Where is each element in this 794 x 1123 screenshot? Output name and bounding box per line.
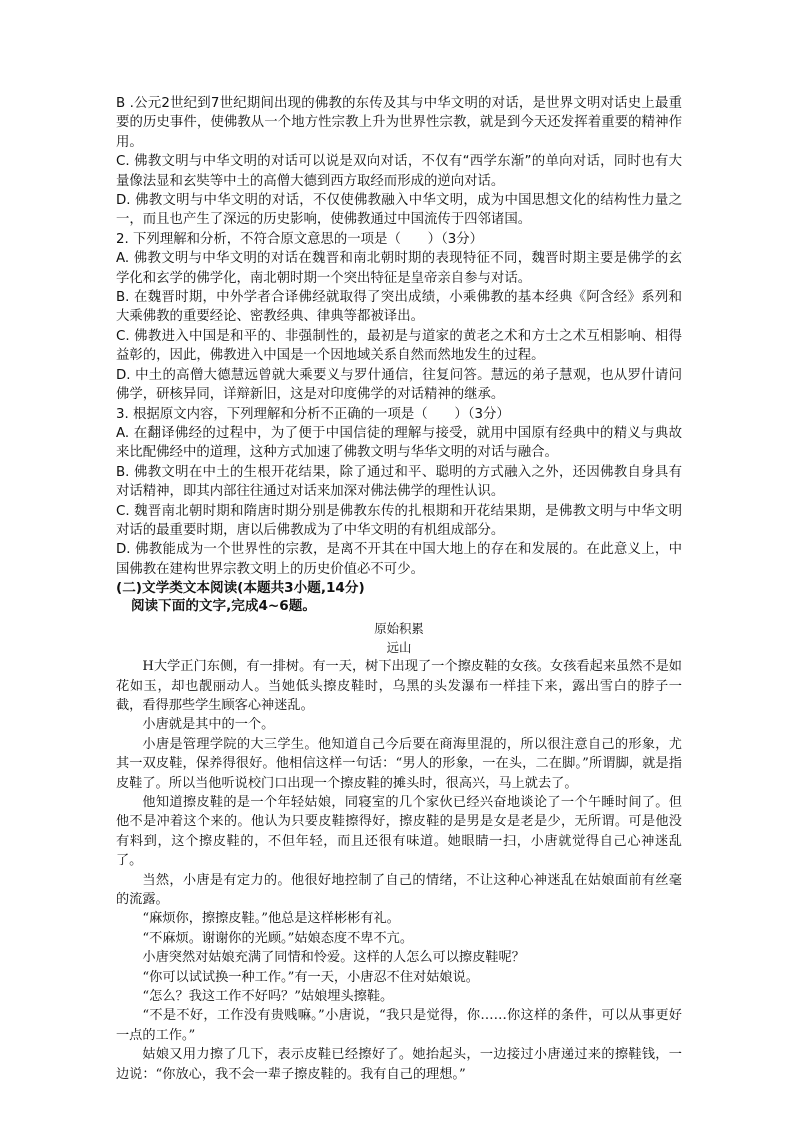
question-3-stem: 3. 根据原文内容，下列理解和分析不正确的一项是（ ）（3分）: [116, 406, 510, 422]
option-d-q2: D. 中土的高僧大德慧远曾就大乘要义与罗什通信，往复问答。慧远的弟子慧观，也从罗什请问佛学，研核异同，详辩新旧，这是对印度佛学的对话精神的继承。: [116, 367, 682, 403]
story-paragraph: “麻烦你，擦擦皮鞋。”他总是这样彬彬有礼。: [142, 911, 400, 927]
section-2-instruction: 阅读下面的文字,完成4~6题。: [130, 598, 316, 615]
section-2-heading: (二)文学类文本阅读(本题共3小题,14分): [116, 580, 365, 597]
story-paragraph: 姑娘又用力擦了几下，表示皮鞋已经擦好了。她抬起头，一边接过小唐递过来的擦鞋钱，一边说：“你放心，我不会一辈子擦皮鞋的。我有自己的理想。”: [116, 1047, 682, 1082]
option-c-q3: C. 魏晋南北朝时期和隋唐时期分别是佛教东传的扎根期和开花结果期，是佛教文明与中华文明对话的最重要时期，唐以后佛教成为了中华文明的有机组成部分。: [116, 503, 682, 538]
story-body: [116, 657, 682, 1084]
option-d-q1: D. 佛教文明与中华文明的对话，不仅使佛教融入中华文明，成为中国思想文化的结构性力量之一，而且也产生了深远的历史影响，使佛教通过中国流传于四邻诸国。: [116, 193, 682, 228]
option-b-q3: B. 佛教文明在中土的生根开花结果，除了通过和平、聪明的方式融入之外，还因佛教自身具有对话精神，即其内部往往通过对话来加深对佛法佛学的理性认识。: [116, 464, 682, 500]
story-paragraph: 小唐突然对姑娘充满了同情和怜爱。这样的人怎么可以擦皮鞋呢？: [142, 950, 525, 966]
story-paragraph: 当然，小唐是有定力的。他很好地控制了自己的情绪，不让这种心神迷乱在姑娘面前有丝毫的流露。: [116, 872, 682, 908]
story-paragraph: “不麻烦。谢谢你的光顾。”姑娘态度不卑不亢。: [142, 930, 414, 946]
option-b-q1: B .公元2世纪到7世纪期间出现的佛教的东传及其与中华文明的对话，是世界文明对话史上最重要的历史事件，使佛教从一个地方性宗教上升为世界性宗教，就是到今天还发挥着重要的精神作用。: [116, 96, 682, 150]
story-paragraph: “你可以试试换一种工作。”有一天，小唐忍不住对姑娘说。: [142, 969, 479, 985]
story-paragraph: 小唐是管理学院的大三学生。他知道自己今后要在商海里混的，所以很注意自己的形象，尤其一双皮鞋，保养得很好。他相信这样一句话：“男人的形象，一在头，二在脚。”所谓脚，就是指皮鞋了。所以当他听说校门口出现一个擦皮鞋的摊头时，很高兴，马上就去了。: [116, 736, 682, 791]
question-2-stem: 2. 下列理解和分析，不符合原文意思的一项是（ ）（3分）: [116, 231, 484, 247]
option-d-q3: D. 佛教能成为一个世界性的宗教，是离不开其在中国大地上的存在和发展的。在此意义上，中国佛教在建构世界宗教文明上的历史价值必不可少。: [116, 542, 682, 577]
reading-questions-part1: [116, 94, 682, 579]
story-paragraph: 他知道擦皮鞋的是一个年轻姑娘，同寝室的几个家伙已经兴奋地谈论了一个午睡时间了。但他不是冲着这个来的。他认为只要皮鞋擦得好，擦皮鞋的是男是女是老是少，无所谓。可是他没有料到，这个擦皮鞋的，不但年轻，而且还很有味道。她眼睛一扫，小唐就觉得自己心神迷乱了。: [116, 795, 682, 869]
option-b-q2: B. 在魏晋时期，中外学者合译佛经就取得了突出成绩，小乘佛教的基本经典《阿含经》系列和大乘佛教的重要经论、密教经典、律典等都被译出。: [116, 290, 682, 325]
story-paragraph: H大学正门东侧，有一排树。有一天，树下出现了一个擦皮鞋的女孩。女孩看起来虽然不是如花如玉，却也靓丽动人。当她低头擦皮鞋时，乌黑的头发瀑布一样挂下来，露出雪白的脖子一截，看得那些学生顾客心神迷乱。: [116, 659, 682, 713]
option-c-q2: C. 佛教进入中国是和平的、非强制性的，最初是与道家的黄老之术和方士之术互相影响、相得益彰的，因此，佛教进入中国是一个因地域关系自然而然地发生的过程。: [116, 328, 682, 364]
option-c-q1: C. 佛教文明与中华文明的对话可以说是双向对话，不仅有“西学东渐”的单向对话，同时也有大量像法显和玄奘等中土的高僧大德到西方取经而形成的逆向对话。: [116, 154, 682, 189]
story-title: 原始积累: [374, 621, 424, 637]
story-author: 远山: [386, 640, 412, 656]
option-a-q2: A. 佛教文明与中华文明的对话在魏晋和南北朝时期的表现特征不同，魏晋时期主要是佛学的玄学化和玄学的佛学化，南北朝时期一个突出特征是皇帝亲自参与对话。: [116, 251, 682, 286]
story-paragraph: “不是不好，工作没有贵贱嘛。”小唐说，“我只是觉得，你……你这样的条件，可以从事更好一点的工作。”: [116, 1008, 682, 1043]
story-paragraph: “怎么？我这工作不好吗？”姑娘埋头擦鞋。: [142, 989, 394, 1005]
page-content: [116, 94, 682, 1084]
option-a-q3: A. 在翻译佛经的过程中，为了便于中国信徒的理解与接受，就用中国原有经典中的精义与典故来比配佛经中的道理，这种方式加速了佛教文明与华华文明的对话与融合。: [116, 425, 682, 461]
story-paragraph: 小唐就是其中的一个。: [142, 717, 275, 733]
